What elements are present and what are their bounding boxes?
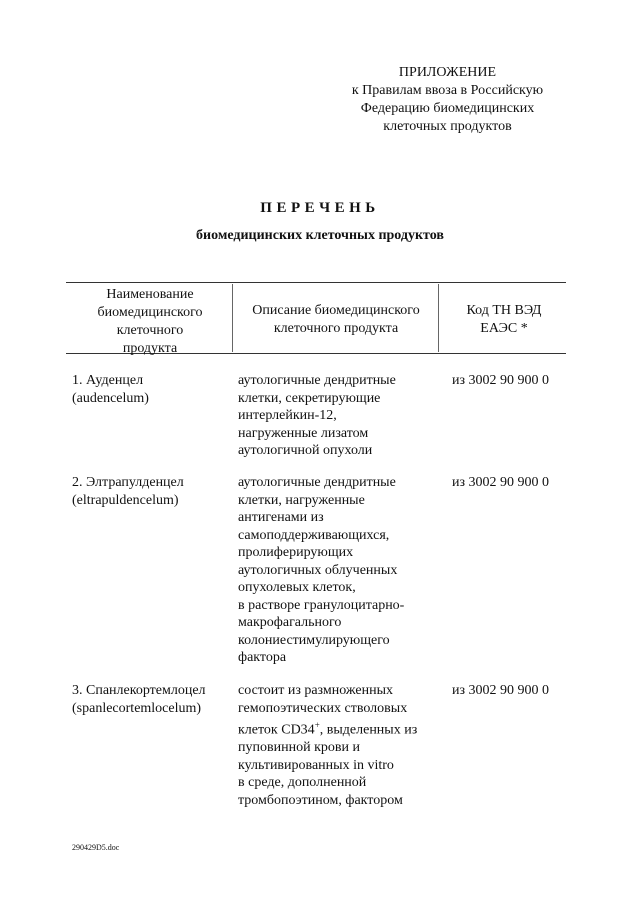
document-title: ПЕРЕЧЕНЬ — [260, 200, 380, 216]
name-line: (spanlecortemlocelum) — [72, 700, 202, 716]
appendix-line: к Правилам ввоза в Российскую — [351, 83, 544, 98]
row-3-name — [72, 682, 232, 717]
description-line: клетки, секретирующие — [238, 390, 381, 406]
description-line: гемопоэтических стволовых — [238, 700, 408, 716]
table-column-divider — [232, 284, 233, 352]
header-line: Наименование — [106, 287, 194, 302]
name-line: (eltrapuldencelum) — [72, 492, 179, 508]
description-text: , выделенных из — [319, 722, 418, 738]
description-line: состоит из размноженных — [238, 683, 393, 698]
row-1-code: из 3002 90 900 0 — [452, 373, 550, 388]
row-2-name — [72, 474, 232, 509]
header-line: Код ТН ВЭД — [466, 303, 542, 318]
row-3-description — [238, 682, 438, 809]
appendix-block — [320, 64, 575, 136]
name-line: 2. Элтрапулденцел — [72, 475, 184, 490]
description-line: аутологичных облученных — [238, 562, 398, 578]
description-line: в среде, дополненной — [238, 775, 367, 791]
description-line: тромбопоэтином, фактором — [238, 792, 403, 808]
description-text: клеток CD34 — [238, 722, 315, 738]
row-2-description — [238, 474, 438, 667]
header-line: продукта — [122, 341, 178, 356]
description-line-with-superscript — [238, 717, 438, 739]
appendix-heading: ПРИЛОЖЕНИЕ — [398, 65, 497, 80]
description-line: аутологичные дендритные — [238, 475, 396, 490]
table-top-rule — [66, 282, 566, 283]
header-code — [444, 302, 564, 338]
header-line: клеточного продукта — [273, 321, 399, 336]
row-1-description — [238, 372, 438, 460]
description-line: самоподдерживающихся, — [238, 527, 390, 543]
header-line: биомедицинского — [97, 305, 203, 320]
row-3-code: из 3002 90 900 0 — [452, 683, 550, 698]
description-line: пролиферирующих — [238, 545, 354, 560]
description-line: фактора — [238, 650, 287, 665]
description-line: аутологичной опухоли — [238, 443, 373, 458]
table-column-divider — [438, 284, 439, 352]
appendix-line: клеточных продуктов — [383, 119, 512, 134]
description-line: интерлейкин-12, — [238, 408, 337, 423]
description-line: пуповинной крови и — [238, 740, 360, 756]
description-line: макрофагального — [238, 615, 342, 630]
description-line: культивированных in vitro — [238, 757, 394, 773]
document-subtitle: биомедицинских клеточных продуктов — [196, 228, 444, 243]
name-line: (audencelum) — [72, 390, 149, 406]
header-description — [236, 302, 436, 338]
appendix-line: Федерацию биомедицинских — [360, 101, 535, 116]
description-line: аутологичные дендритные — [238, 373, 396, 388]
row-1-name — [72, 372, 232, 407]
superscript-plus: + — [314, 720, 320, 730]
description-line: антигенами из — [238, 510, 324, 525]
header-line: клеточного — [116, 323, 184, 338]
row-2-code: из 3002 90 900 0 — [452, 475, 550, 490]
description-line: колониестимулирующего — [238, 632, 390, 648]
name-line: 3. Спанлекортемлоцел — [72, 683, 206, 698]
description-line: клетки, нагруженные — [238, 492, 365, 508]
header-name — [70, 286, 230, 358]
header-line: ЕАЭС * — [480, 321, 528, 336]
name-line: 1. Ауденцел — [72, 373, 144, 388]
description-line: опухолевых клеток, — [238, 580, 356, 595]
footer-filename: 290429D5.doc — [72, 843, 120, 852]
description-line: нагруженные лизатом — [238, 425, 369, 441]
header-line: Описание биомедицинского — [252, 303, 420, 318]
description-line: в растворе гранулоцитарно- — [238, 597, 405, 613]
